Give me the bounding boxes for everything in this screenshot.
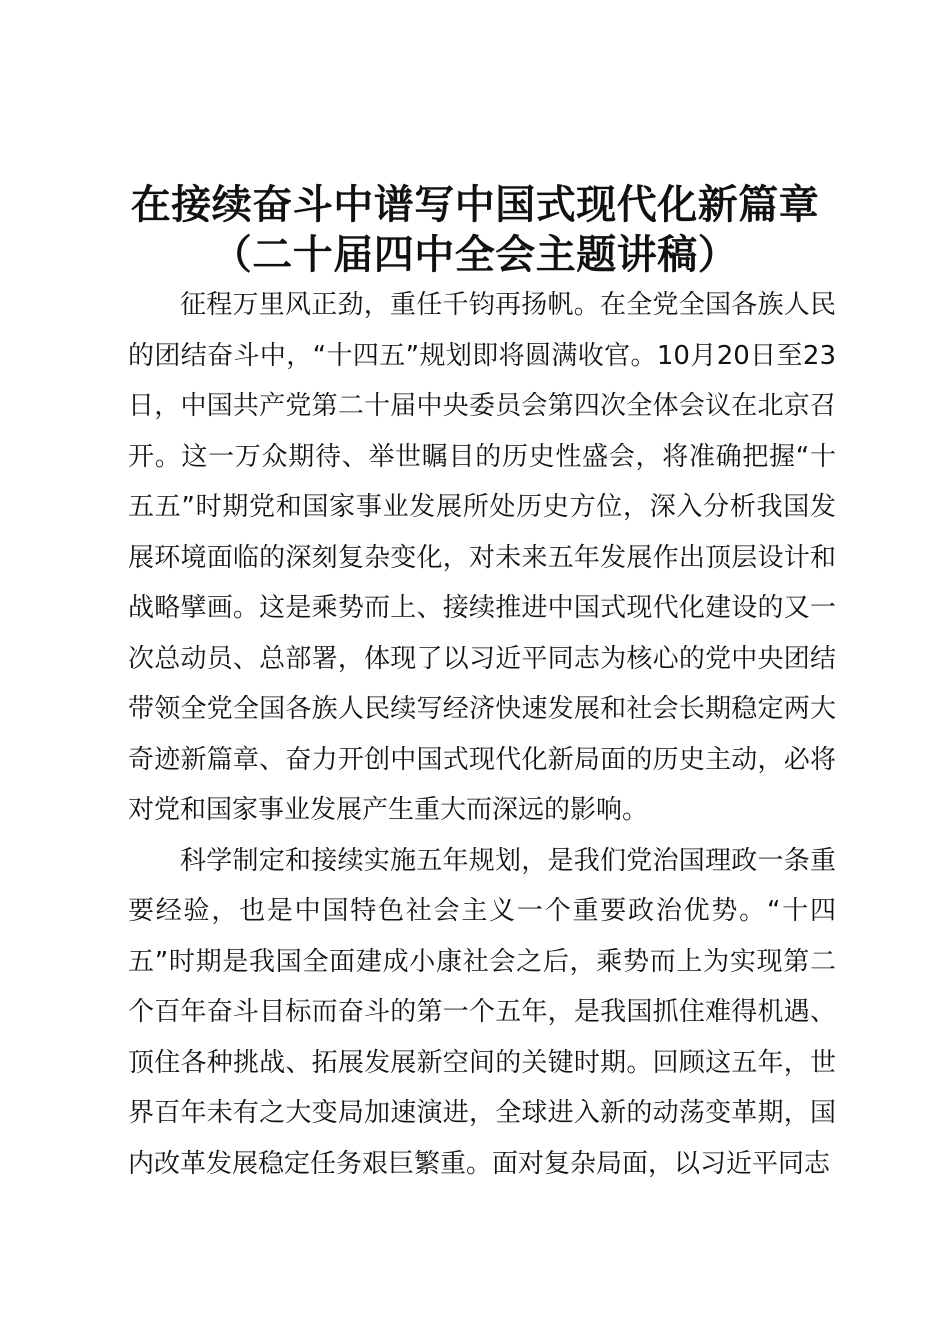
document-body xyxy=(128,280,836,1189)
title-block xyxy=(100,180,850,280)
document-subtitle: （二十届四中全会主题讲稿） xyxy=(211,232,739,278)
document-title: 在接续奋斗中谱写中国式现代化新篇章 xyxy=(130,182,820,228)
paragraph-2: 科学制定和接续实施五年规划，是我们党治国理政一条重要经验，也是中国特色社会主义一个重要政治优势。“十四五”时期是我国全面建成小康社会之后，乘势而上为实现第二个百年奋斗目标而奋斗的第一个五年，是我国抓住难得机遇、顶住各种挑战、拓展发展新空间的关键时期。回顾这五年，世界百年未有之大变局加速演进，全球进入新的动荡变革期，国内改革发展稳定任务艰巨繁重。面对复杂局面，以习近平同志 xyxy=(128,845,836,1179)
paragraph-1: 征程万里风正劲，重任千钧再扬帆。在全党全国各族人民的团结奋斗中，“十四五”规划即将圆满收官。10月20日至23日，中国共产党第二十届中央委员会第四次全体会议在北京召开。这一万众期待、举世瞩目的历史性盛会，将准确把握“十五五”时期党和国家事业发展所处历史方位，深入分析我国发展环境面临的深刻复杂变化，对未来五年发展作出顶层设计和战略擘画。这是乘势而上、接续推进中国式现代化建设的又一次总动员、总部署，体现了以习近平同志为核心的党中央团结带领全党全国各族人民续写经济快速发展和社会长期稳定两大奇迹新篇章、奋力开创中国式现代化新局面的历史主动，必将对党和国家事业发展产生重大而深远的影响。 xyxy=(128,290,836,825)
